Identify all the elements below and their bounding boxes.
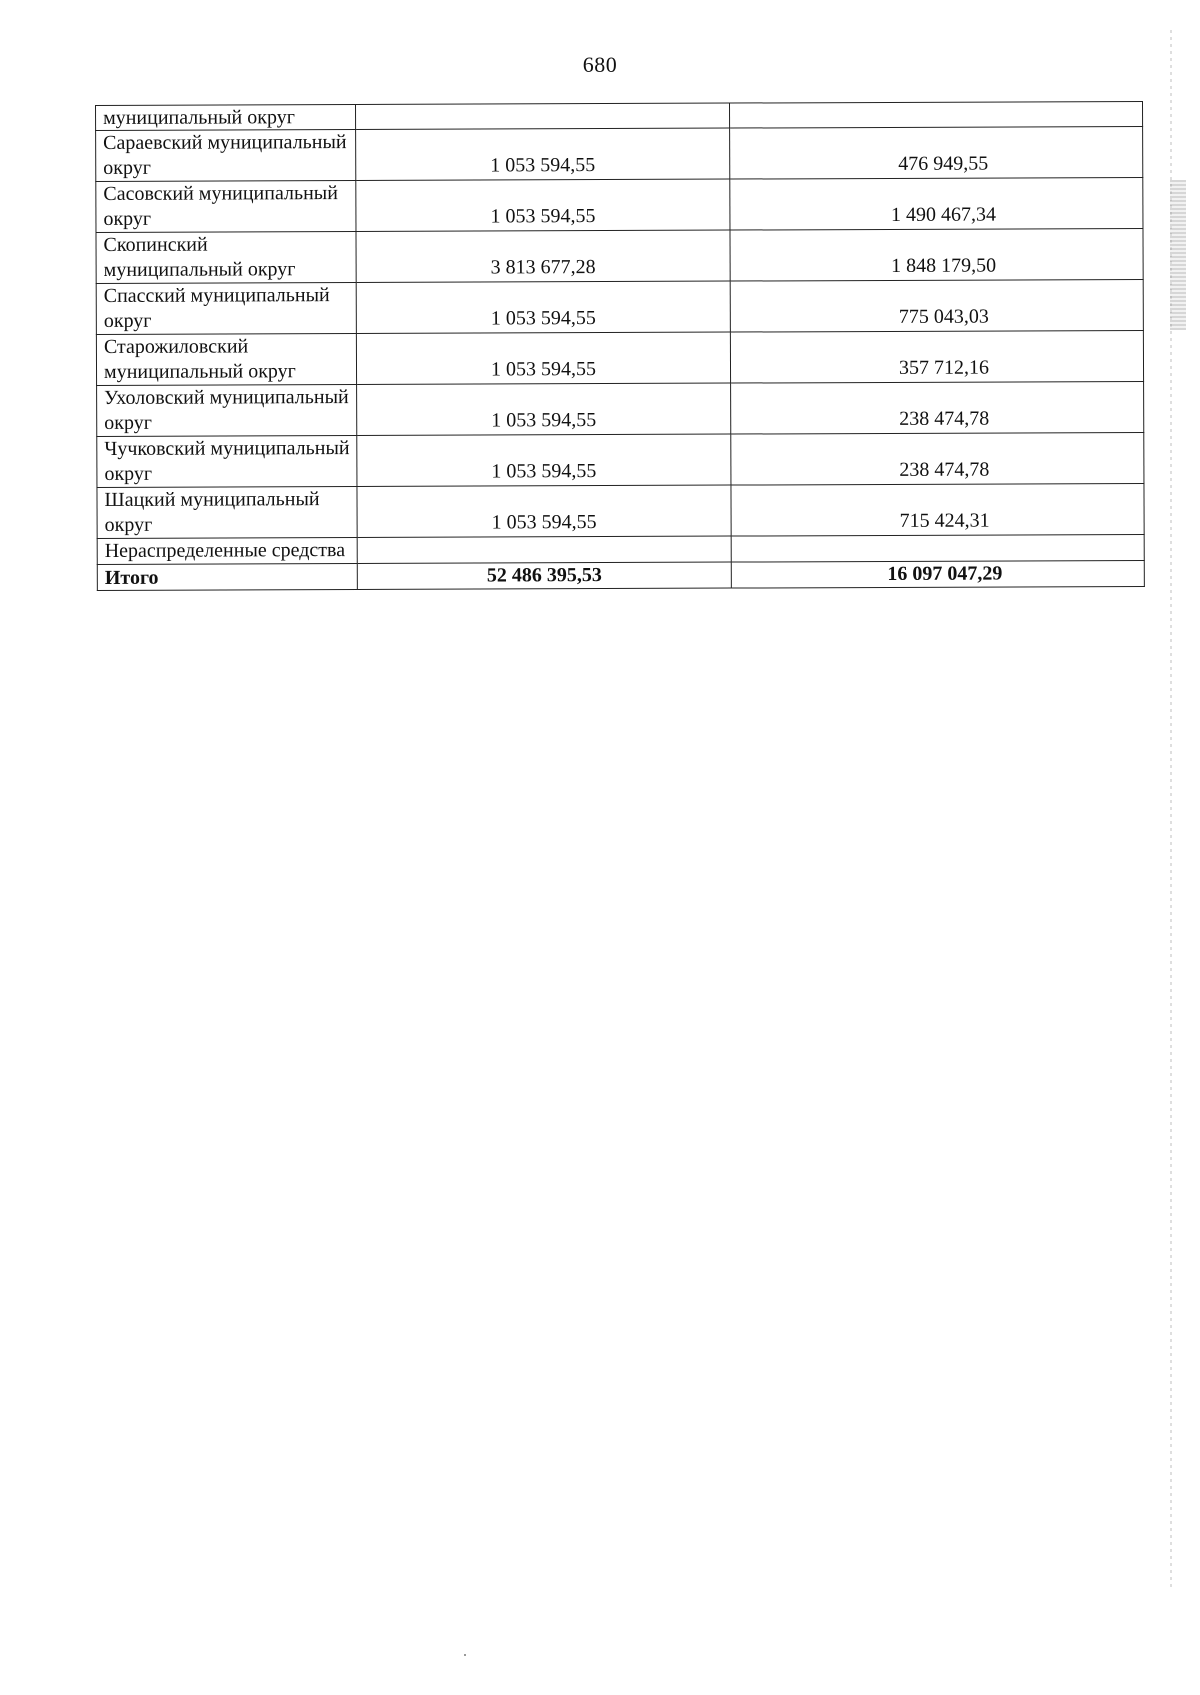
row-name: Старожиловский муниципальный округ	[96, 333, 356, 385]
row-col3-value: 1 490 467,34	[730, 177, 1143, 230]
row-col2-value	[357, 536, 731, 563]
table-row	[97, 483, 1144, 538]
row-col2-value: 1 053 594,55	[357, 383, 731, 435]
table-row	[96, 126, 1143, 181]
row-col3-value: 238 474,78	[731, 381, 1144, 434]
table-row	[96, 177, 1143, 232]
total-row	[97, 560, 1144, 590]
row-col2-value: 1 053 594,55	[357, 485, 731, 537]
table-row	[96, 228, 1143, 283]
row-col3-value	[731, 534, 1144, 562]
row-col3-value: 238 474,78	[731, 432, 1144, 485]
row-name: Скопинский муниципальный округ	[96, 231, 356, 283]
table-row	[96, 330, 1143, 385]
row-name: Спасский муниципальный округ	[96, 282, 356, 334]
row-col3-value	[729, 101, 1142, 128]
row-name: муниципальный округ	[96, 104, 356, 130]
row-name: Ухоловский муниципальный округ	[97, 384, 357, 436]
table-row	[96, 279, 1143, 334]
row-col2-value: 1 053 594,55	[356, 281, 730, 333]
row-col3-value: 715 424,31	[731, 483, 1144, 536]
row-col2-value: 1 053 594,55	[356, 332, 730, 384]
row-name: Сараевский муниципальный округ	[96, 129, 356, 181]
total-col3-value: 16 097 047,29	[731, 560, 1144, 588]
table-row	[97, 534, 1144, 564]
row-col3-value: 357 712,16	[730, 330, 1143, 383]
row-col2-value: 3 813 677,28	[356, 230, 730, 282]
row-col2-value: 1 053 594,55	[356, 179, 730, 231]
row-name: Нераспределенные средства	[97, 537, 357, 564]
row-name: Шацкий муниципальный округ	[97, 486, 357, 538]
row-col3-value: 775 043,03	[730, 279, 1143, 332]
page-number: 680	[582, 52, 618, 77]
scan-marks-artifact	[1170, 180, 1186, 330]
row-col2-value: 1 053 594,55	[356, 128, 730, 180]
row-col2-value: 1 053 594,55	[357, 434, 731, 486]
table-row	[97, 381, 1144, 436]
scan-dust-speck	[464, 1654, 466, 1656]
row-col3-value: 1 848 179,50	[730, 228, 1143, 281]
row-col2-value	[356, 103, 730, 129]
total-label: Итого	[97, 563, 357, 590]
row-name: Чучковский муниципальный округ	[97, 435, 357, 487]
allocation-table	[95, 101, 1145, 591]
total-col2-value: 52 486 395,53	[357, 562, 731, 589]
table-row	[97, 432, 1144, 487]
row-name: Сасовский муниципальный округ	[96, 180, 356, 232]
row-col3-value: 476 949,55	[730, 126, 1143, 179]
